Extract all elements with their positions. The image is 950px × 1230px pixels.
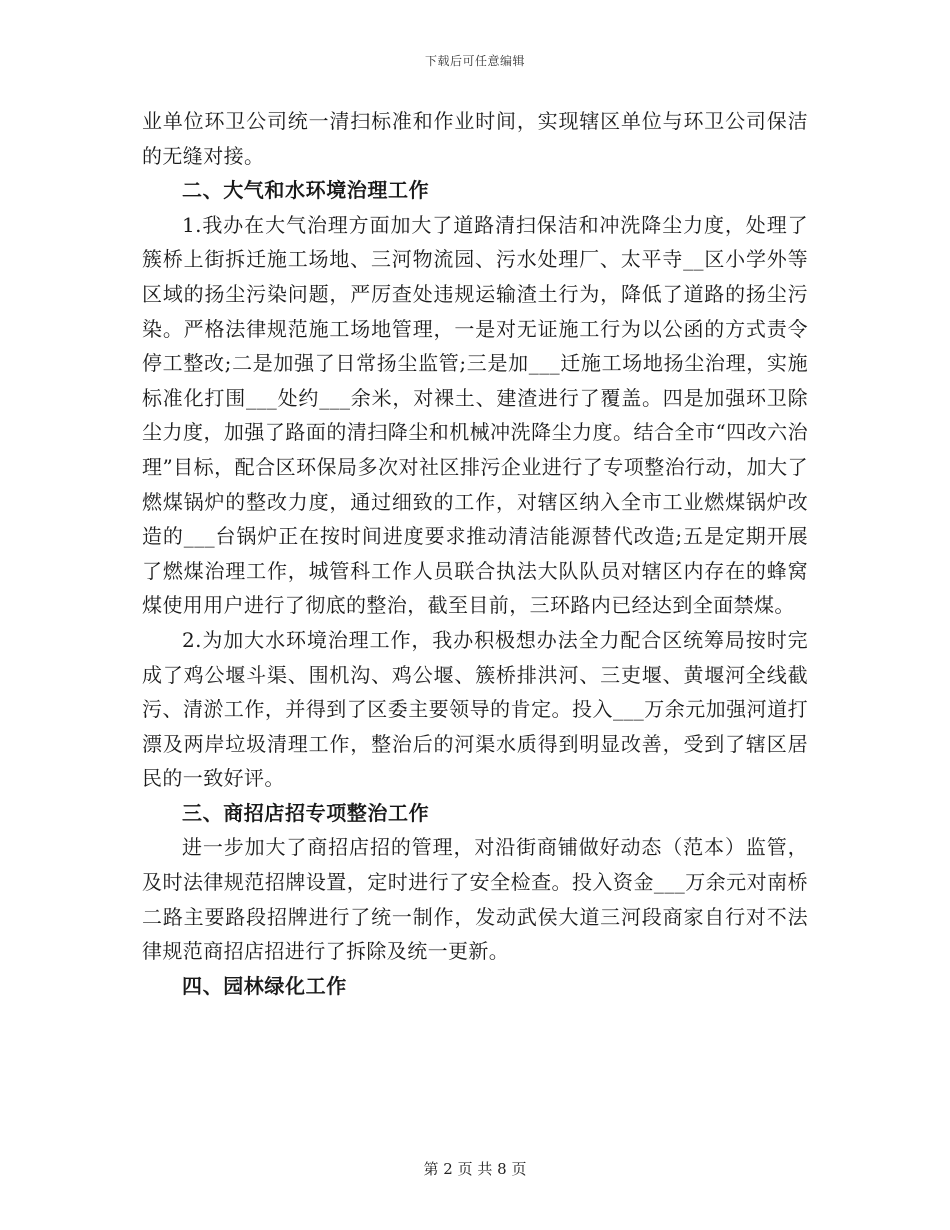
section-heading-3: 三、商招店招专项整治工作 xyxy=(182,800,430,825)
paragraph-water-governance: 2.为加大水环境治理工作，我办积极想办法全力配合区统筹局按时完成了鸡公堰斗渠、围机沟、鸡公堰、簇桥排洪河、三吏堰、黄堰河全线截污、清淤工作，并得到了区委主要领导的肯定。投入___万余元加强河道打漂及两岸垃圾清理工作，整治后的河渠水质得到明显改善，受到了辖区居民的一致好评。 xyxy=(142,627,808,791)
page-number: 第 2 页 共 8 页 xyxy=(423,1160,527,1178)
document-body xyxy=(142,104,808,1003)
paragraph-air-governance: 1.我办在大气治理方面加大了道路清扫保洁和冲洗降尘力度，处理了簇桥上街拆迁施工场地、三河物流园、污水处理厂、太平寺__区小学外等区域的扬尘污染问题，严厉查处违规运输渣土行为，降低了道路的扬尘污染。严格法律规范施工场地管理，一是对无证施工行为以公函的方式责令停工整改;二是加强了日常扬尘监管;三是加___迁施工场地扬尘治理，实施标准化打围___处约___余米，对裸土、建渣进行了覆盖。四是加强环卫除尘力度，加强了路面的清扫降尘和机械冲洗降尘力度。结合全市“四改六治理”目标，配合区环保局多次对社区排污企业进行了专项整治行动，加大了燃煤锅炉的整改力度，通过细致的工作，对辖区纳入全市工业燃煤锅炉改造的___台锅炉正在按时间进度要求推动清洁能源替代改造;五是定期开展了燃煤治理工作，城管科工作人员联合执法大队队员对辖区内存在的蜂窝煤使用用户进行了彻底的整治，截至目前，三环路内已经达到全面禁煤。 xyxy=(142,212,808,618)
paragraph-continuation: 业单位环卫公司统一清扫标准和作业时间，实现辖区单位与环卫公司保洁的无缝对接。 xyxy=(142,109,808,168)
page-header-note: 下载后可任意编辑 xyxy=(424,54,525,68)
section-heading-4: 四、园林绿化工作 xyxy=(182,973,347,998)
section-heading-2: 二、大气和水环境治理工作 xyxy=(182,178,430,203)
paragraph-signboard-rectification: 进一步加大了商招店招的管理，对沿街商铺做好动态（范本）监管，及时法律规范招牌设置，定时进行了安全检查。投入资金___万余元对南桥二路主要路段招牌进行了统一制作，发动武侯大道三河段商家自行对不法律规范商招店招进行了拆除及统一更新。 xyxy=(142,835,808,964)
